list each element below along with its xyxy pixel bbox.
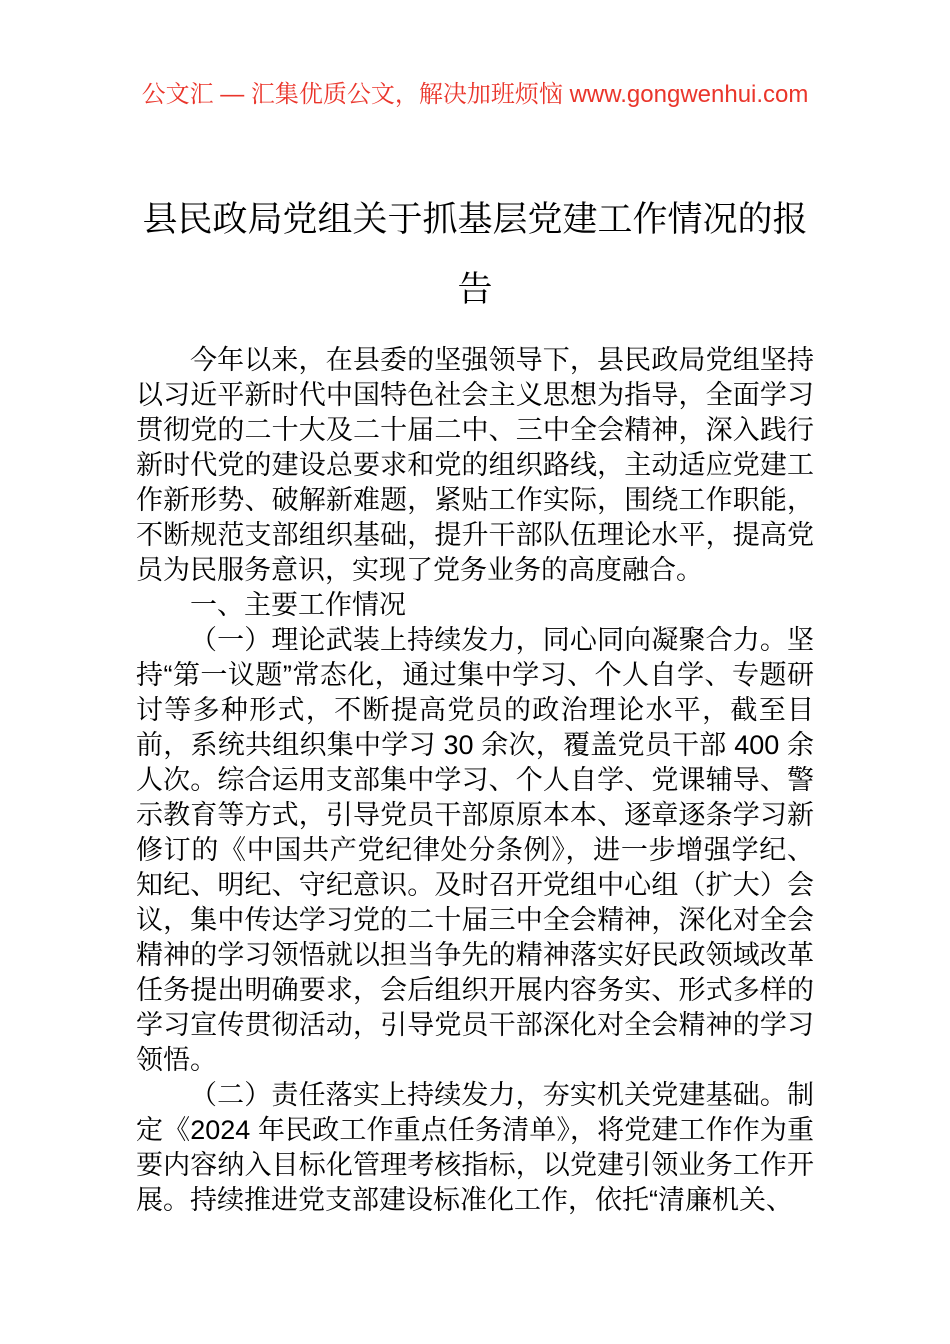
section-heading: 一、主要工作情况	[190, 590, 406, 620]
watermark-banner: 公文汇 — 汇集优质公文，解决加班烦恼 www.gongwenhui.com	[141, 81, 809, 108]
body-paragraph: （一）理论武装上持续发力，同心同向凝聚合力。坚持“第一议题”常态化，通过集中学习、个人自学、专题研讨等多种形式，不断提高党员的政治理论水平，截至目前，系统共组织集中学习 30 余次，覆盖党员干部 400 余人次。综合运用支部集中学习、个人自学、党课辅导、警示教育等方式，引导党员干部原原本本、逐章逐条学习新修订的《中国共产党纪律处分条例》，进一步增强学纪、知纪、明纪、守纪意识。及时召开党组中心组（扩大）会议，集中传达学习党的二十届三中全会精神，深化对全会精神的学习领悟就以担当争先的精神落实好民政领域改革任务提出明确要求，会后组织开展内容务实、形式多样的学习宣传贯彻活动，引导党员干部深化对全会精神的学习领悟。	[136, 625, 814, 1075]
document-body	[136, 343, 814, 1218]
body-paragraph: （二）责任落实上持续发力，夯实机关党建基础。制定《2024 年民政工作重点任务清单》，将党建工作作为重要内容纳入目标化管理考核指标，以党建引领业务工作开展。持续推进党支部建设标准化工作，依托“清廉机关、	[136, 1080, 814, 1215]
document-title: 县民政局党组关于抓基层党建工作情况的报告	[142, 200, 808, 310]
body-paragraph: 今年以来，在县委的坚强领导下，县民政局党组坚持以习近平新时代中国特色社会主义思想为指导，全面学习贯彻党的二十大及二十届二中、三中全会精神，深入践行新时代党的建设总要求和党的组织路线，主动适应党建工作新形势、破解新难题，紧贴工作实际，围绕工作职能，不断规范支部组织基础，提升干部队伍理论水平，提高党员为民服务意识，实现了党务业务的高度融合。	[136, 345, 814, 585]
